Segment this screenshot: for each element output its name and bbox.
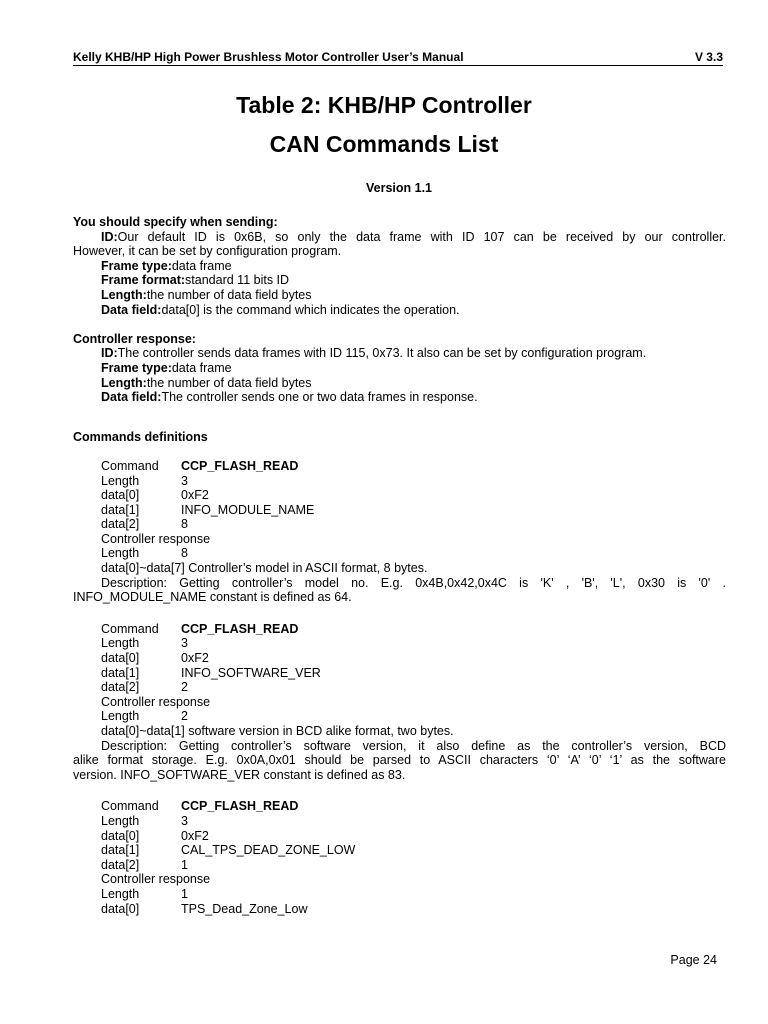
description-line: version. INFO_SOFTWARE_VER constant is defined as 83. [73,767,406,782]
length-value: 3 [181,813,188,828]
sending-length [73,288,726,303]
data1-key: data[1] [101,843,140,858]
resp-length-key: Length [101,546,140,561]
doc-version: Version 1.1 [365,181,432,195]
response-length-text: the number of data field bytes [146,375,312,390]
data2-value: 2 [181,680,188,695]
data1-row [73,666,726,681]
data0-value: 0xF2 [181,488,209,503]
data1-row [73,843,726,858]
sending-frame-type [73,259,726,274]
response-data-field [73,390,726,405]
resp-data-line: data[0]~data[7] Controller’s model in ASCII format, 8 bytes. [101,561,428,576]
response-frame-type-label: Frame type: [101,360,172,375]
resp-length-key: Length [101,709,140,724]
data0-key: data[0] [101,488,140,503]
response-frame-type [73,361,726,376]
description-line: INFO_MODULE_NAME constant is defined as 64. [73,590,352,605]
command-value: CCP_FLASH_READ [181,621,299,636]
controller-response-label: Controller response [101,694,211,709]
resp-length-value: 2 [181,709,188,724]
data2-row [73,680,726,695]
sending-heading: You should specify when sending: [73,215,278,229]
command-key: Command [101,621,159,636]
command-value: CCP_FLASH_READ [181,799,299,814]
data1-row [73,503,726,518]
sending-length-label: Length: [101,287,147,302]
response-data-field-text: The controller sends one or two data frames in response. [161,390,478,405]
sending-frame-format [73,273,726,288]
data0-key: data[0] [101,828,140,843]
resp-data0-key: data[0] [101,901,140,916]
length-value: 3 [181,473,188,488]
page-title-line1: Table 2: KHB/HP Controller [236,92,532,118]
command-row [73,622,726,637]
data0-row [73,488,726,503]
command-block [73,799,726,916]
response-length-label: Length: [101,375,147,390]
response-id [73,346,726,361]
sending-length-text: the number of data field bytes [146,287,312,302]
resp-length-value: 1 [181,886,188,901]
command-row [73,459,726,474]
controller-response-label: Controller response [101,872,211,887]
resp-data0-row [73,902,726,917]
resp-length-value: 8 [181,546,188,561]
resp-length-row [73,887,726,902]
document-body [73,215,726,916]
sending-id-text: Our default ID is 0x6B, so only the data frame with ID 107 can be received by our controller. [117,229,726,244]
manual-title: Kelly KHB/HP High Power Brushless Motor Controller User’s Manual [73,50,464,64]
description-line: alike format storage. E.g. 0x0A,0x01 should be parsed to ASCII characters ‘0’ ‘A’ ‘0’ ‘1’ as the software [73,753,726,768]
page-title-line2: CAN Commands List [269,131,499,157]
length-key: Length [101,636,140,651]
data0-key: data[0] [101,651,140,666]
resp-length-key: Length [101,886,140,901]
running-header [73,50,723,66]
data2-value: 8 [181,517,188,532]
sending-frame-format-label: Frame format: [101,273,186,288]
data1-value: INFO_MODULE_NAME [181,502,315,517]
data0-row [73,829,726,844]
manual-version: V 3.3 [694,50,723,64]
controller-response-label: Controller response [101,531,211,546]
data2-key: data[2] [101,517,140,532]
response-heading: Controller response: [73,331,196,346]
sending-frame-type-text: data frame [171,258,232,273]
command-row [73,799,726,814]
sending-frame-format-text: standard 11 bits ID [185,273,290,288]
data2-row [73,858,726,873]
data2-row [73,517,726,532]
sending-id-continuation: However, it can be set by configuration program. [73,244,342,259]
data0-value: 0xF2 [181,651,209,666]
data1-key: data[1] [101,502,140,517]
response-data-field-label: Data field: [101,390,162,405]
data1-key: data[1] [101,665,140,680]
command-block [73,622,726,783]
response-id-label: ID: [101,346,118,361]
description-line: Description: Getting controller’s model no. E.g. 0x4B,0x42,0x4C is 'K' , 'B', 'L', 0x30 is '0' . [101,575,726,590]
response-id-text: The controller sends data frames with ID 115, 0x73. It also can be set by configuration program. [117,346,647,361]
data1-value: CAL_TPS_DEAD_ZONE_LOW [181,843,356,858]
data1-value: INFO_SOFTWARE_VER [181,665,321,680]
command-key: Command [101,799,159,814]
commands-heading: Commands definitions [73,429,208,444]
command-block [73,459,726,605]
sending-data-field-text: data[0] is the command which indicates the operation. [161,302,460,317]
length-key: Length [101,813,140,828]
data2-key: data[2] [101,857,140,872]
command-key: Command [101,458,159,473]
data0-value: 0xF2 [181,828,209,843]
length-row [73,814,726,829]
data0-row [73,651,726,666]
sending-data-field-label: Data field: [101,302,162,317]
description-line: Description: Getting controller’s software version, it also define as the controller’s version, BCD [101,738,726,753]
sending-id-line [73,230,726,245]
length-row [73,636,726,651]
resp-data-line: data[0]~data[1] software version in BCD alike format, two bytes. [101,724,454,738]
sending-id-label: ID: [101,229,118,244]
sending-frame-type-label: Frame type: [101,258,172,273]
data2-value: 1 [181,857,188,872]
resp-data0-value: TPS_Dead_Zone_Low [181,901,308,916]
page-number: Page 24 [670,953,717,967]
length-row [73,474,726,489]
resp-length-row [73,546,726,561]
command-value: CCP_FLASH_READ [181,458,299,473]
sending-data-field [73,303,726,318]
response-frame-type-text: data frame [171,360,232,375]
data2-key: data[2] [101,680,140,695]
response-length [73,376,726,391]
length-value: 3 [181,636,188,651]
length-key: Length [101,473,140,488]
resp-length-row [73,709,726,724]
